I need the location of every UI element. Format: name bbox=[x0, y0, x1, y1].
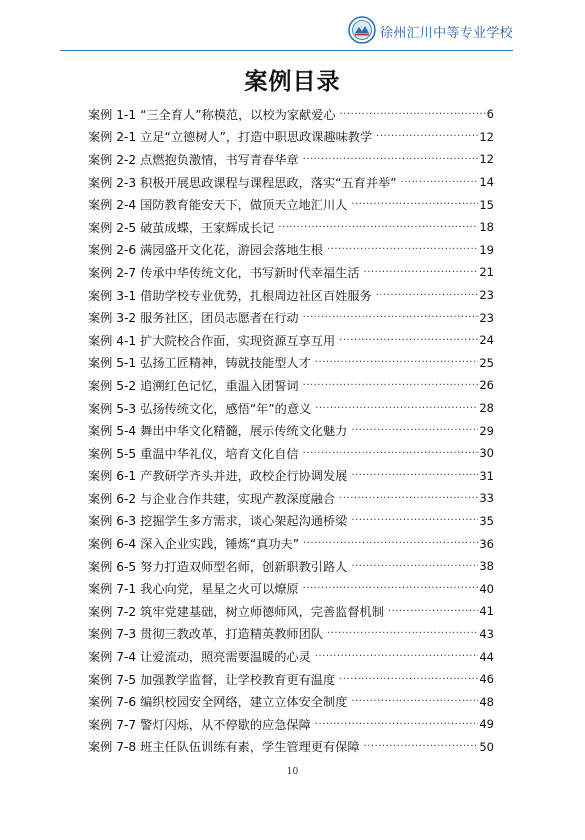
toc-entry-page: 33 bbox=[479, 491, 494, 506]
toc-entry[interactable] bbox=[88, 577, 494, 600]
toc-entry-title: 努力打造双师型名师，创新职教引路人 bbox=[140, 559, 348, 574]
toc-entry-code: 案例 2-4 bbox=[88, 198, 137, 213]
toc-entry-title: 与企业合作共建，实现产教深度融合 bbox=[140, 491, 336, 506]
toc-entry-page: 29 bbox=[479, 423, 494, 438]
toc-entry-title: 筑牢党建基础，树立师德师风，完善监督机制 bbox=[140, 604, 384, 619]
toc-entry-page: 15 bbox=[479, 197, 494, 212]
toc-dot-leader bbox=[340, 109, 486, 120]
toc-entry-code: 案例 2-3 bbox=[88, 175, 137, 190]
toc-entry-title: 贯彻三教改革，打造精英教师团队 bbox=[140, 627, 323, 642]
toc-entry-code: 案例 3-1 bbox=[88, 288, 137, 303]
toc-dot-leader bbox=[327, 628, 478, 639]
toc-dot-leader bbox=[376, 290, 479, 301]
page-header bbox=[60, 14, 513, 51]
toc-dot-leader bbox=[303, 380, 479, 391]
toc-entry-title: 弘扬传统文化，感悟“年”的意义 bbox=[140, 401, 312, 416]
toc-entry-page: 19 bbox=[479, 242, 494, 257]
toc-entry-code: 案例 2-5 bbox=[88, 220, 137, 235]
toc-entry-title: 产教研学齐头并进，政校企行协调发展 bbox=[140, 469, 348, 484]
toc-entry-page: 12 bbox=[479, 129, 494, 144]
toc-entry-title: 追溯红色记忆，重温入团誓词 bbox=[140, 378, 299, 393]
toc-dot-leader bbox=[303, 538, 478, 549]
toc-entry-title: 编织校园安全网络，建立立体安全制度 bbox=[140, 695, 348, 710]
toc-entry-title: 扩大院校合作面，实现资源互享互用 bbox=[140, 333, 336, 348]
toc-dot-leader bbox=[339, 674, 478, 685]
toc-entry-title: “三全育人”称模范，以校为家献爱心 bbox=[140, 107, 336, 122]
toc-entry-title: 积极开展思政课程与课程思政，落实“五育并举” bbox=[140, 175, 397, 190]
toc-dot-leader bbox=[351, 470, 478, 481]
toc-entry-title: 舞出中华文化精髓，展示传统文化魅力 bbox=[140, 424, 348, 439]
toc-entry-code: 案例 7-2 bbox=[88, 604, 137, 619]
toc-entry-code: 案例 5-4 bbox=[88, 424, 137, 439]
toc-entry[interactable] bbox=[88, 668, 494, 691]
toc-entry-code: 案例 7-3 bbox=[88, 627, 137, 642]
toc-dot-leader bbox=[303, 312, 479, 323]
toc-dot-leader bbox=[364, 267, 479, 278]
toc-entry[interactable] bbox=[88, 600, 494, 623]
toc-entry-code: 案例 5-2 bbox=[88, 378, 137, 393]
toc-entry[interactable] bbox=[88, 261, 494, 284]
toc-entry-page: 35 bbox=[479, 513, 494, 528]
toc-entry[interactable] bbox=[88, 736, 494, 759]
toc-entry-title: 国防教育能安天下，做顶天立地汇川人 bbox=[140, 198, 348, 213]
toc-entry-title: 弘扬工匠精神，铸就技能型人才 bbox=[140, 356, 311, 371]
toc-entry-code: 案例 2-6 bbox=[88, 243, 137, 258]
toc-dot-leader bbox=[315, 719, 479, 730]
school-name: 徐州汇川中等专业学校 bbox=[379, 26, 513, 41]
toc-dot-leader bbox=[351, 425, 478, 436]
toc-dot-leader bbox=[376, 131, 478, 142]
toc-entry[interactable] bbox=[88, 216, 494, 239]
toc-entry[interactable] bbox=[88, 713, 494, 736]
toc-entry-title: 破茧成蝶，王家辉成长记 bbox=[140, 220, 275, 235]
toc-entry-code: 案例 7-1 bbox=[88, 582, 137, 597]
toc-entry-page: 50 bbox=[479, 739, 494, 754]
toc-entry-code: 案例 5-1 bbox=[88, 356, 137, 371]
toc-entry-page: 14 bbox=[479, 175, 494, 190]
toc-entry-page: 41 bbox=[479, 604, 494, 619]
toc-entry-page: 21 bbox=[479, 265, 494, 280]
toc-dot-leader bbox=[388, 606, 478, 617]
toc-entry[interactable] bbox=[88, 103, 494, 126]
toc-dot-leader bbox=[364, 741, 479, 752]
toc-entry[interactable] bbox=[88, 126, 494, 149]
toc-entry-title: 服务社区，团员志愿者在行动 bbox=[140, 311, 299, 326]
toc-entry-code: 案例 1-1 bbox=[88, 107, 137, 122]
toc-entry[interactable] bbox=[88, 306, 494, 329]
toc-entry-title: 警灯闪烁，从不停歇的应急保障 bbox=[140, 717, 311, 732]
toc-entry-title: 点燃抱负激情，书写青春华章 bbox=[140, 152, 299, 167]
toc-entry-title: 挖掘学生多方需求，谈心架起沟通桥梁 bbox=[140, 514, 348, 529]
toc-entry[interactable] bbox=[88, 442, 494, 465]
toc-entry-code: 案例 7-4 bbox=[88, 650, 137, 665]
table-of-contents bbox=[88, 103, 494, 758]
toc-dot-leader bbox=[351, 696, 478, 707]
toc-entry-code: 案例 7-8 bbox=[88, 740, 137, 755]
toc-entry-title: 加强教学监督，让学校教育更有温度 bbox=[140, 672, 336, 687]
toc-entry-code: 案例 2-1 bbox=[88, 130, 137, 145]
toc-dot-leader bbox=[401, 177, 479, 188]
toc-entry-code: 案例 5-5 bbox=[88, 446, 137, 461]
toc-entry-page: 23 bbox=[479, 288, 494, 303]
toc-dot-leader bbox=[339, 335, 478, 346]
toc-entry-page: 38 bbox=[479, 559, 494, 574]
toc-entry-page: 12 bbox=[479, 152, 494, 167]
toc-entry[interactable] bbox=[88, 690, 494, 713]
toc-entry-title: 借助学校专业优势，扎根周边社区百姓服务 bbox=[140, 288, 372, 303]
toc-entry-page: 23 bbox=[479, 310, 494, 325]
toc-entry-title: 我心向党，星星之火可以燎原 bbox=[140, 582, 299, 597]
toc-entry[interactable] bbox=[88, 148, 494, 171]
toc-dot-leader bbox=[339, 493, 478, 504]
toc-entry[interactable] bbox=[88, 510, 494, 533]
toc-entry[interactable] bbox=[88, 193, 494, 216]
toc-entry-title: 重温中华礼仪，培育文化自信 bbox=[140, 446, 299, 461]
toc-entry[interactable] bbox=[88, 171, 494, 194]
toc-entry[interactable] bbox=[88, 284, 494, 307]
toc-entry-page: 44 bbox=[479, 649, 494, 664]
toc-entry-code: 案例 6-5 bbox=[88, 559, 137, 574]
toc-entry-code: 案例 6-2 bbox=[88, 491, 137, 506]
toc-entry-title: 立足“立德树人”，打造中职思政课趣味教学 bbox=[140, 130, 373, 145]
toc-entry-title: 满园盛开文化花，游园会落地生根 bbox=[140, 243, 323, 258]
toc-entry-page: 6 bbox=[486, 107, 494, 122]
toc-entry[interactable] bbox=[88, 352, 494, 375]
toc-entry-title: 传承中华传统文化，书写新时代幸福生活 bbox=[140, 265, 360, 280]
toc-entry[interactable] bbox=[88, 645, 494, 668]
toc-entry[interactable] bbox=[88, 239, 494, 262]
toc-entry-code: 案例 6-1 bbox=[88, 469, 137, 484]
toc-dot-leader bbox=[315, 651, 479, 662]
toc-entry-page: 24 bbox=[479, 333, 494, 348]
toc-entry-page: 25 bbox=[479, 355, 494, 370]
toc-entry-code: 案例 7-7 bbox=[88, 717, 137, 732]
toc-entry-title: 深入企业实践，锤炼“真功夫” bbox=[140, 537, 300, 552]
page-title: 案例目录 bbox=[244, 69, 341, 95]
toc-entry[interactable] bbox=[88, 374, 494, 397]
toc-entry-page: 28 bbox=[479, 401, 494, 416]
toc-entry-page: 40 bbox=[479, 581, 494, 596]
toc-dot-leader bbox=[303, 448, 479, 459]
toc-entry[interactable] bbox=[88, 419, 494, 442]
toc-entry-page: 30 bbox=[479, 446, 494, 461]
toc-entry-code: 案例 2-2 bbox=[88, 152, 137, 167]
toc-entry-title: 让爱流动，照亮需要温暖的心灵 bbox=[140, 650, 311, 665]
toc-entry-page: 36 bbox=[479, 536, 494, 551]
toc-entry-page: 48 bbox=[479, 694, 494, 709]
toc-entry[interactable] bbox=[88, 623, 494, 646]
toc-entry[interactable] bbox=[88, 555, 494, 578]
toc-dot-leader bbox=[315, 357, 479, 368]
toc-entry-code: 案例 5-3 bbox=[88, 401, 137, 416]
toc-entry-page: 18 bbox=[479, 220, 494, 235]
school-emblem-icon bbox=[348, 16, 376, 44]
toc-entry-code: 案例 7-5 bbox=[88, 672, 137, 687]
toc-entry[interactable] bbox=[88, 329, 494, 352]
toc-dot-leader bbox=[278, 222, 478, 233]
toc-entry-code: 案例 4-1 bbox=[88, 333, 137, 348]
toc-entry-code: 案例 6-4 bbox=[88, 537, 137, 552]
toc-entry[interactable] bbox=[88, 397, 494, 420]
toc-dot-leader bbox=[327, 244, 478, 255]
toc-entry[interactable] bbox=[88, 532, 494, 555]
toc-entry-page: 49 bbox=[479, 717, 494, 732]
toc-dot-leader bbox=[315, 403, 478, 414]
toc-entry-code: 案例 2-7 bbox=[88, 265, 137, 280]
toc-dot-leader bbox=[351, 515, 478, 526]
toc-entry-page: 31 bbox=[479, 468, 494, 483]
toc-entry-code: 案例 6-3 bbox=[88, 514, 137, 529]
toc-entry-page: 46 bbox=[479, 672, 494, 687]
toc-dot-leader bbox=[351, 561, 478, 572]
toc-entry-code: 案例 7-6 bbox=[88, 695, 137, 710]
toc-entry-code: 案例 3-2 bbox=[88, 311, 137, 326]
toc-dot-leader bbox=[303, 154, 479, 165]
toc-entry-title: 班主任队伍训练有素，学生管理更有保障 bbox=[140, 740, 360, 755]
toc-dot-leader bbox=[351, 199, 478, 210]
toc-entry-page: 43 bbox=[479, 626, 494, 641]
toc-entry[interactable] bbox=[88, 465, 494, 488]
toc-entry[interactable] bbox=[88, 487, 494, 510]
page-number: 10 bbox=[286, 767, 299, 777]
toc-dot-leader bbox=[303, 583, 479, 594]
toc-entry-page: 26 bbox=[479, 378, 494, 393]
